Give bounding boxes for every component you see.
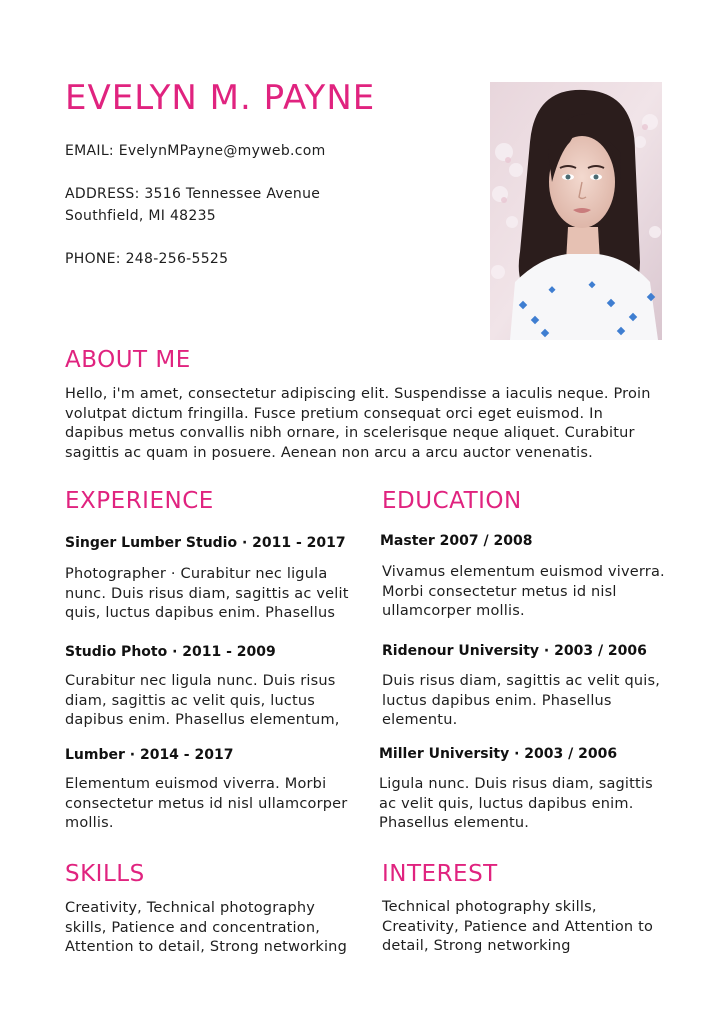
skills-title: SKILLS <box>65 861 145 887</box>
experience-item-1-text: Photographer · Curabitur nec ligula nunc. Duis risus diam, sagittis ac velit quis, luctus dapibus enim. Phasellus <box>65 566 349 621</box>
experience-item-3-heading: Lumber · 2014 - 2017 <box>65 747 234 763</box>
education-item-1-heading: Master 2007 / 2008 <box>380 533 533 549</box>
experience-item-1-heading: Singer Lumber Studio · 2011 - 2017 <box>65 535 346 551</box>
education-item-2-heading: Ridenour University · 2003 / 2006 <box>382 643 647 659</box>
address-line-2: Southfield, MI 48235 <box>65 208 216 224</box>
interest-title: INTEREST <box>382 861 498 887</box>
experience-item-2-text: Curabitur nec ligula nunc. Duis risus diam, sagittis ac velit quis, luctus dapibus enim. Phasellus elementum, <box>65 673 340 728</box>
profile-photo <box>490 82 662 340</box>
experience-item-3-text: Elementum euismod viverra. Morbi consectetur metus id nisl ullamcorper mollis. <box>65 776 348 831</box>
skills-text: Creativity, Technical photography skills, Patience and concentration, Attention to detail, Strong networking <box>65 900 347 955</box>
phone-line: PHONE: 248-256-5525 <box>65 251 229 267</box>
email-line: EMAIL: EvelynMPayne@myweb.com <box>65 143 326 159</box>
education-item-2-text: Duis risus diam, sagittis ac velit quis, luctus dapibus enim. Phasellus elementu. <box>382 673 661 728</box>
experience-item-2-heading: Studio Photo · 2011 - 2009 <box>65 644 276 660</box>
resume-name: EVELYN M. PAYNE <box>65 78 376 118</box>
about-text: Hello, i'm amet, consectetur adipiscing elit. Suspendisse a iaculis neque. Proin volutpat dictum fringilla. Fusce pretium consequat orci eget euismod. In dapibus metus convallis nibh ornare, in scelerisque neque aliquet. Curabitur sagittis ac quam in posuere. Aenean non arcu a arcu auctor venenatis. <box>65 386 651 461</box>
education-title: EDUCATION <box>382 488 522 514</box>
education-item-3-heading: Miller University · 2003 / 2006 <box>379 746 618 762</box>
education-item-3-text: Ligula nunc. Duis risus diam, sagittis ac velit quis, luctus dapibus enim. Phasellus elementu. <box>379 776 653 831</box>
interest-text: Technical photography skills, Creativity, Patience and Attention to detail, Strong networking <box>382 899 654 954</box>
about-title: ABOUT ME <box>65 347 191 373</box>
education-item-1-text: Vivamus elementum euismod viverra. Morbi consectetur metus id nisl ullamcorper mollis. <box>382 564 665 619</box>
experience-title: EXPERIENCE <box>65 488 214 514</box>
address-line-1: ADDRESS: 3516 Tennessee Avenue <box>65 186 321 202</box>
